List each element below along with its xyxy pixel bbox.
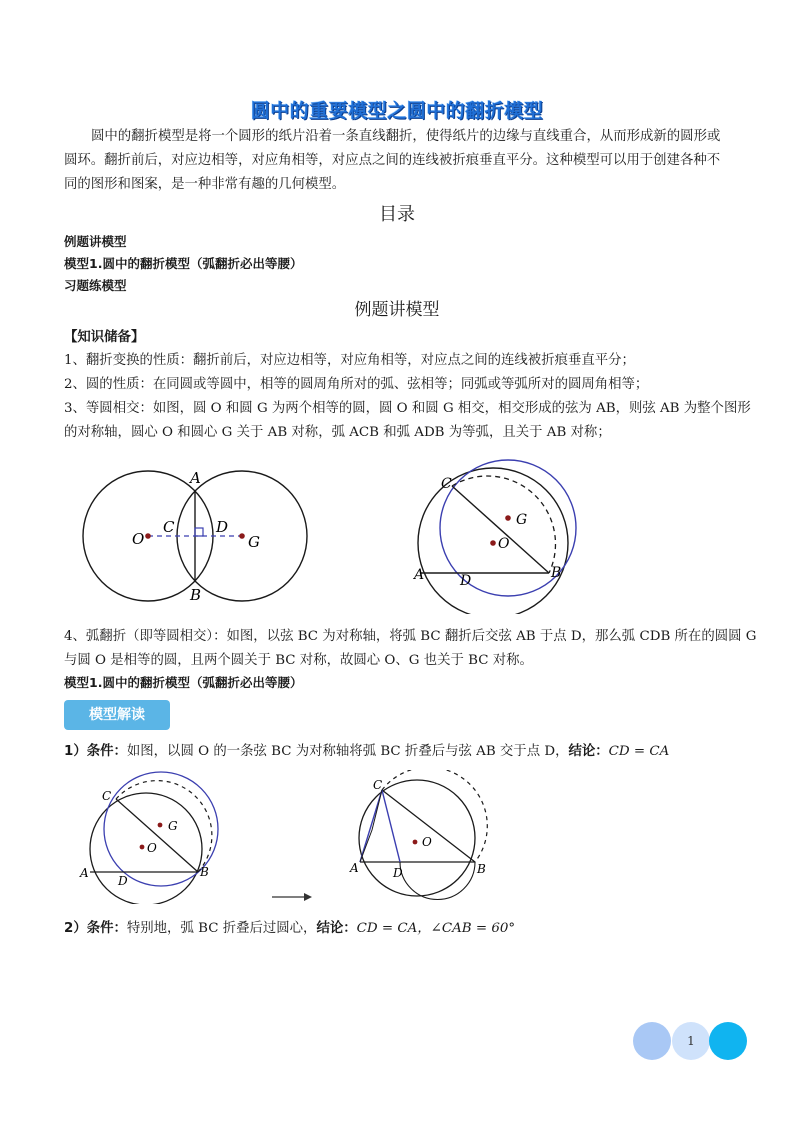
conclusion-1-label: 结论：: [568, 744, 609, 759]
arrow-right-icon: [270, 890, 314, 904]
segment-cd: [382, 790, 400, 862]
label-g: G: [248, 533, 260, 551]
condition-1-text: 如图，以圆 O 的一条弦 BC 为对称轴将弧 BC 折叠后与弦 AB 交于点 D，: [126, 744, 569, 759]
label-g: G: [516, 512, 528, 528]
arc-fold-figure-small: [76, 764, 236, 904]
page-dot-left: [633, 1022, 671, 1060]
label-o: O: [147, 841, 157, 855]
label-c: C: [373, 778, 383, 792]
model-interpretation-badge: 模型解读: [64, 700, 170, 730]
label-c: C: [163, 518, 175, 536]
label-g: G: [168, 819, 178, 833]
label-a: A: [190, 469, 201, 487]
label-o: O: [422, 835, 432, 849]
label-b: B: [200, 865, 209, 879]
knowledge-heading: 【知识储备】: [64, 330, 145, 345]
toc-item-exercises[interactable]: 习题练模型: [64, 278, 127, 293]
label-d: D: [460, 573, 472, 589]
segment-ca: [360, 790, 382, 862]
label-o: O: [498, 536, 510, 552]
condition-1: [64, 740, 669, 759]
conclusion-1-text: CD = CA: [608, 744, 670, 759]
label-b: B: [477, 862, 486, 876]
center-g-dot: [239, 533, 245, 539]
section-title: 例题讲模型: [354, 300, 440, 320]
label-a: A: [350, 861, 359, 875]
toc-title: 目录: [379, 204, 415, 225]
knowledge-item-4-line2: 与圆 O 是相等的圆，且两个圆关于 BC 对称，故圆心 O、G 也关于 BC 对称。: [64, 653, 533, 668]
condition-2-text: 特别地，弧 BC 折叠后过圆心，: [126, 921, 317, 936]
label-a: A: [414, 567, 425, 583]
label-o: O: [132, 530, 145, 548]
right-angle-mark: [195, 528, 203, 536]
circle-o: [359, 780, 475, 896]
toc-item-model1[interactable]: 模型1.圆中的翻折模型（弧翻折必出等腰）: [64, 256, 303, 271]
arc-fold-figure-large: [408, 448, 588, 614]
center-o-dot: [490, 540, 496, 546]
page-number: 1: [687, 1034, 695, 1048]
center-g-dot: [158, 823, 163, 828]
label-b: B: [190, 586, 202, 604]
condition-2-label: 2）条件：: [64, 921, 127, 936]
conclusion-2-label: 结论：: [316, 921, 357, 936]
center-g-dot: [505, 515, 511, 521]
center-o-dot: [145, 533, 151, 539]
knowledge-item-3-line2: 的对称轴，圆心 O 和圆心 G 关于 AB 对称，弧 ACB 和弧 ADB 为等弧，且关于 AB 对称；: [64, 425, 611, 440]
label-d: D: [216, 518, 229, 536]
label-d: D: [393, 866, 403, 880]
page-dot-right: [709, 1022, 747, 1060]
intro-paragraph: 圆中的翻折模型是将一个圆形的纸片沿着一条直线翻折，使得纸片的边缘与直线重合，从而形成新的圆形或圆环。翻折前后，对应边相等，对应角相等，对应点之间的连线被折痕垂直平分。这种模型可以用于创建各种不同的图形和图案，是一种非常有趣的几何模型。: [64, 129, 721, 192]
toc-item-examples[interactable]: 例题讲模型: [64, 234, 127, 249]
conclusion-2-text: CD = CA，∠CAB = 60°: [356, 921, 516, 936]
knowledge-item-4-line1: 4、弧翻折（即等圆相交）：如图，以弦 BC 为对称轴，将弧 BC 翻折后交弦 AB 于点 D，那么弧 CDB 所在的圆圆 G: [64, 629, 757, 644]
model-heading: 模型1.圆中的翻折模型（弧翻折必出等腰）: [64, 675, 303, 690]
arc-fold-construction-figure: [342, 770, 502, 906]
condition-2: [64, 917, 515, 936]
knowledge-item-2: 2、圆的性质：在同圆或等圆中，相等的圆周角所对的弧、弦相等；同弧或等弧所对的圆周角相等；: [64, 377, 649, 392]
label-c: C: [441, 476, 452, 492]
page-title: 圆中的重要模型之圆中的翻折模型: [250, 100, 544, 122]
knowledge-item-3-line1: 3、等圆相交：如图，圆 O 和圆 G 为两个相等的圆，圆 O 和圆 G 相交，相交形成的弦为 AB，则弦 AB 为整个图形: [64, 401, 751, 416]
center-o-dot: [413, 840, 418, 845]
label-c: C: [102, 789, 112, 803]
label-a: A: [80, 866, 89, 880]
label-d: D: [118, 874, 128, 888]
chord-bc: [452, 486, 549, 573]
center-o-dot: [140, 845, 145, 850]
condition-1-label: 1）条件：: [64, 744, 127, 759]
label-b: B: [551, 565, 562, 581]
original-arc-dashed: [452, 476, 555, 573]
equal-circles-figure: [76, 456, 326, 606]
folded-arc: [400, 862, 475, 900]
knowledge-item-1: 1、翻折变换的性质：翻折前后，对应边相等，对应角相等，对应点之间的连线被折痕垂直平分；: [64, 353, 635, 368]
